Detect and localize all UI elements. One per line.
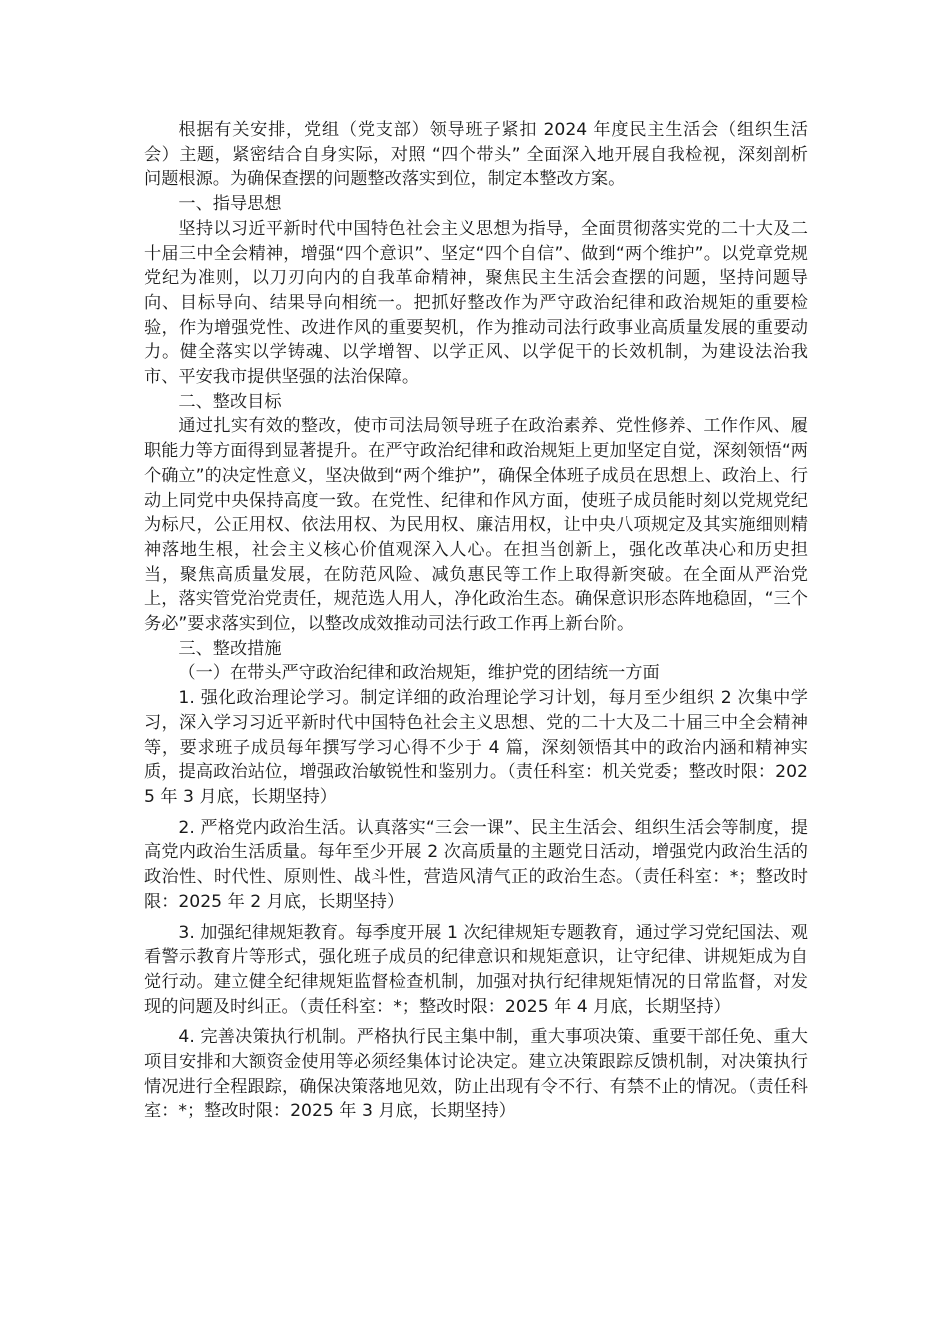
measure-item-3: 3. 加强纪律规矩教育。每季度开展 1 次纪律规矩专题教育，通过学习党纪国法、观看警示教育片等形式，强化班子成员的纪律意识和规矩意识，让守纪律、讲规矩成为自觉行动。建立健全纪律规矩监督检查机制，加强对执行纪律规矩情况的日常监督，对发现的问题及时纠正。（责任科室：*；整改时限：2025 年 4 月底，长期坚持） <box>144 922 808 1017</box>
measure-item-2: 2. 严格党内政治生活。认真落实“三会一课”、民主生活会、组织生活会等制度，提高党内政治生活质量。每年至少开展 2 次高质量的主题党日活动，增强党内政治生活的政治性、时代性、原则性、战斗性，营造风清气正的政治生态。（责任科室：*；整改时限：2025 年 2 月底，长期坚持） <box>144 817 808 912</box>
section-3-subheading: （一）在带头严守政治纪律和政治规矩，维护党的团结统一方面 <box>178 663 660 684</box>
section-1-heading: 一、指导思想 <box>178 194 282 215</box>
section-1-body: 坚持以习近平新时代中国特色社会主义思想为指导，全面贯彻落实党的二十大及二十届三中全会精神，增强“四个意识”、坚定“四个自信”、做到“两个维护”。以党章党规党纪为准则，以刀刃向内的自我革命精神，聚焦民主生活会查摆的问题，坚持问题导向、目标导向、结果导向相统一。把抓好整改作为严守政治纪律和政治规矩的重要检验，作为增强党性、改进作风的重要契机，作为推动司法行政事业高质量发展的重要动力。健全落实以学铸魂、以学增智、以学正风、以学促干的长效机制，为建设法治我市、平安我市提供坚强的法治保障。 <box>144 218 808 388</box>
section-3-heading: 三、整改措施 <box>178 638 282 659</box>
section-2-body: 通过扎实有效的整改，使市司法局领导班子在政治素养、党性修养、工作作风、履职能力等方面得到显著提升。在严守政治纪律和政治规矩上更加坚定自觉，深刻领悟“两个确立”的决定性意义，坚决做到“两个维护”，确保全体班子成员在思想上、政治上、行动上同党中央保持高度一致。在党性、纪律和作风方面，使班子成员能时刻以党规党纪为标尺，公正用权、依法用权、为民用权、廉洁用权，让中央八项规定及其实施细则精神落地生根，社会主义核心价值观深入人心。在担当创新上，强化改革决心和历史担当，聚焦高质量发展，在防范风险、减负惠民等工作上取得新突破。在全面从严治党上，落实管党治党责任，规范选人用人，净化政治生态。确保意识形态阵地稳固，“三个务必”要求落实到位，以整改成效推动司法行政工作再上新台阶。 <box>144 416 808 635</box>
intro-paragraph: 根据有关安排，党组（党支部）领导班子紧扣 2024 年度民主生活会（组织生活会）主题，紧密结合自身实际，对照 “四个带头” 全面深入地开展自我检视，深刻剖析问题根源。为确保查摆的问题整改落实到位，制定本整改方案。 <box>144 120 808 190</box>
measure-item-1: 1. 强化政治理论学习。制定详细的政治理论学习计划，每月至少组织 2 次集中学习，深入学习习近平新时代中国特色社会主义思想、党的二十大及二十届三中全会精神等，要求班子成员每年撰写学习心得不少于 4 篇，深刻领悟其中的政治内涵和精神实质，提高政治站位，增强政治敏锐性和鉴别力。（责任科室：机关党委；整改时限：2025 年 3 月底，长期坚持） <box>144 688 808 807</box>
section-2-heading: 二、整改目标 <box>178 391 282 412</box>
measures-list <box>144 686 808 1124</box>
measure-item-4: 4. 完善决策执行机制。严格执行民主集中制，重大事项决策、重要干部任免、重大项目安排和大额资金使用等必须经集体讨论决定。建立决策跟踪反馈机制，对决策执行情况进行全程跟踪，确保决策落地见效，防止出现有令不行、有禁不止的情况。（责任科室：*；整改时限：2025 年 3 月底，长期坚持） <box>144 1027 808 1122</box>
document-page <box>144 118 808 1124</box>
